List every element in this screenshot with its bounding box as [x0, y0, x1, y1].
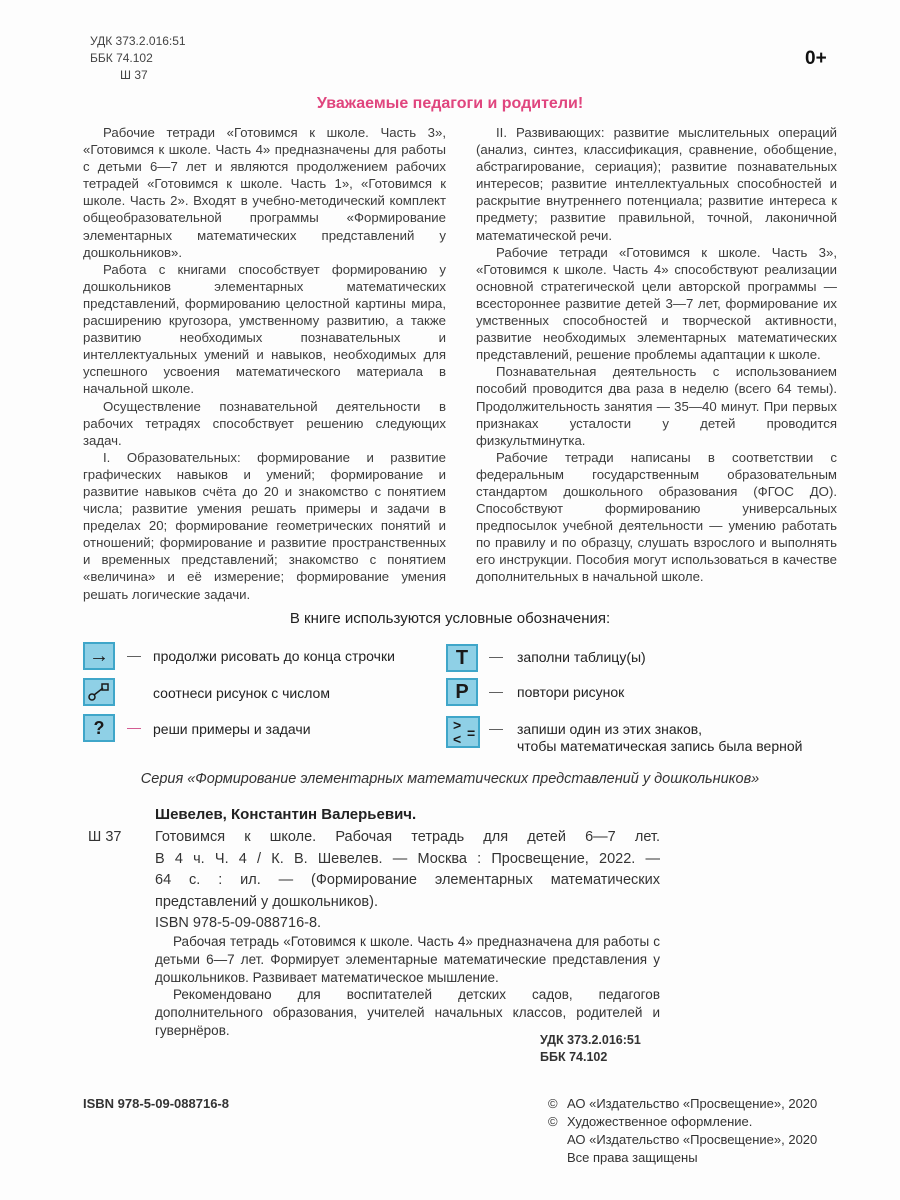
legend-dash: — [489, 720, 503, 736]
legend-title: В книге используются условные обозначения: [289, 610, 611, 627]
connect-line-glyph [87, 682, 111, 702]
t-glyph: Т [455, 646, 469, 669]
compare-signs-icon [446, 716, 480, 748]
greater-glyph: > [453, 717, 462, 733]
connect-line-icon [83, 678, 115, 706]
age-rating-badge: 0+ [805, 48, 827, 69]
bib-line: 64 с. : ил. — (Формирование элементарных математических [155, 872, 660, 888]
catalog-code: Ш 37 [88, 829, 122, 845]
catalog-bib [155, 827, 660, 935]
legend-text-question: реши примеры и задачи [153, 721, 311, 737]
legend-text-table: заполни таблицу(ы) [517, 649, 646, 665]
repeat-p-icon [446, 678, 478, 706]
annotation-paragraph: Рекомендовано для воспитателей детских садов, педагогов дополнительного образования, учителей начальных классов, родителей и гувернёров. [155, 987, 660, 1038]
series-line: Серия «Формирование элементарных математических представлений у дошкольников» [140, 771, 760, 787]
equals-glyph: = [467, 725, 476, 741]
copyright-line: АО «Издательство «Просвещение», 2020 [567, 1096, 818, 1111]
legend-text-signs: запиши один из этих знаков, [517, 721, 703, 737]
copyright-line: АО «Издательство «Просвещение», 2020 [567, 1132, 818, 1147]
table-t-icon [446, 644, 478, 672]
copyright-line: Все права защищены [567, 1150, 698, 1165]
legend-text-connect: соотнеси рисунок с числом [153, 685, 330, 701]
less-glyph: < [453, 731, 462, 747]
legend-dash: — [127, 719, 141, 735]
arrow-right-icon [83, 642, 115, 670]
bib-isbn: ISBN 978-5-09-088716-8. [155, 915, 322, 931]
left-column [83, 124, 446, 603]
p-glyph: Р [455, 680, 469, 703]
question-icon [83, 714, 115, 742]
header-udk: УДК 373.2.016:51 [90, 34, 186, 48]
bib-line: В 4 ч. Ч. 4 / К. В. Шевелев. — Москва : Просвещение, 2022. — [155, 850, 660, 867]
bib-line: представлений у дошкольников). [155, 893, 378, 910]
copyright-symbol: © [548, 1114, 558, 1129]
copyright-symbol: © [548, 1096, 558, 1111]
catalog-author: Шевелев, Константин Валерьевич. [155, 806, 417, 823]
question-glyph: ? [93, 717, 105, 738]
paragraph: Осуществление познавательной деятельности в рабочих тетрадях способствует решению следующих задач. [83, 398, 446, 448]
page-title: Уважаемые педагоги и родители! [316, 95, 584, 112]
annotation-paragraph: Рабочая тетрадь «Готовимся к школе. Часть 4» предназначена для работы с детьми 6—7 лет. Формирует элементарные математические представления у дошкольников. Развивает математическое мышление. [155, 934, 660, 985]
header-bbk: ББК 74.102 [90, 51, 153, 65]
catalog-udk: УДК 373.2.016:51 [540, 1033, 641, 1047]
footer-isbn: ISBN 978-5-09-088716-8 [83, 1096, 229, 1111]
legend-dash: — [489, 648, 503, 664]
right-column [476, 124, 837, 586]
paragraph: Познавательная деятельность с использованием пособий проводится два раза в неделю (всего 64 темы). Продолжительность занятия — 35—40 минут. При первых признаках усталости у детей проводится физкультминутка. [476, 364, 837, 448]
paragraph: I. Образовательных: формирование и развитие графических навыков и умений; формирование и развитие навыков счёта до 20 и знакомство с понятием числа; развитие умения решать примеры и задачи в пределах 20; формирование геометрических понятий и отношений; формирование и развитие пространственных и временных представлений; знакомство с понятием «величина» и её измерение; формирование умения решать логические задачи. [83, 449, 446, 602]
legend-dash: — [489, 683, 503, 699]
legend-text-arrow: продолжи рисовать до конца строчки [153, 648, 395, 664]
paragraph: Рабочие тетради написаны в соответствии с федеральным государственным образовательным стандартом дошкольного образования (ФГОС ДО). Способствуют формированию универсальных предпосылок учебной деятельности — умению работать по правилу и по образцу, слушать взрослого и выполнять его инструкции. Пособия могут использоваться в качестве дополнительных в начальной школе. [476, 449, 837, 585]
paragraph: Рабочие тетради «Готовимся к школе. Часть 3», «Готовимся к школе. Часть 4» предназначены для работы с детьми 6—7 лет и являются продолжением рабочих тетрадей «Готовимся к школе. Часть 1», «Готовимся к школе. Часть 2». Входят в учебно-методический комплект общеобразовательной программы «Формирование элементарных математических представлений у дошкольников». [83, 125, 446, 260]
catalog-annotation [155, 933, 660, 1040]
legend-text-repeat: повтори рисунок [517, 684, 625, 700]
catalog-bbk: ББК 74.102 [540, 1050, 608, 1064]
paragraph: Рабочие тетради «Готовимся к школе. Часть 3», «Готовимся к школе. Часть 4» способствуют реализации основной стратегической цели авторской программы — всестороннее развитие детей 3—7 лет, формирование их умственных способностей и творческой активности, развитие необходимых элементарных математических представлений, решение проблемы адаптации к школе. [476, 244, 837, 363]
copyright-line: Художественное оформление. [567, 1114, 753, 1129]
header-code: Ш 37 [120, 68, 148, 82]
legend-text-signs-2: чтобы математическая запись была верной [517, 738, 803, 754]
bib-line: Готовимся к школе. Рабочая тетрадь для детей 6—7 лет. [155, 829, 660, 845]
legend-dash: — [127, 647, 141, 663]
paragraph: II. Развивающих: развитие мыслительных операций (анализ, синтез, классификация, сравнение, обобщение, абстрагирование, сериация); развитие познавательных интересов; развитие интеллектуальных способностей и раскрытие внутреннего потенциала; развитие интереса к предмету; развитие правильной, точной, лаконичной математической речи. [476, 125, 837, 243]
paragraph: Работа с книгами способствует формированию у дошкольников элементарных математических представлений, формированию целостной картины мира, расширению кругозора, умственному развитию, а также развитию необходимых познавательных и интеллектуальных умений и навыков, необходимых для успешного усвоения математического материала в начальной школе. [83, 261, 446, 397]
arrow-glyph: → [89, 644, 109, 667]
